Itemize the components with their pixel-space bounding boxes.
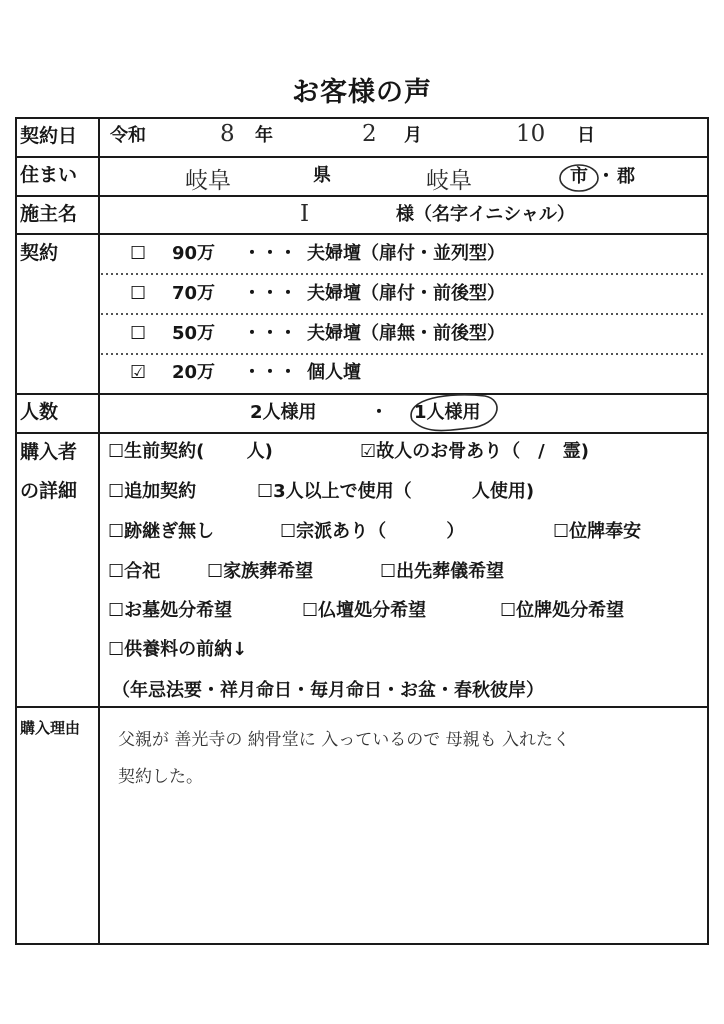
family-funeral-checkbox: ☐家族葬希望	[207, 561, 314, 582]
contract-date-label: 契約日	[20, 125, 78, 147]
two-person-option: 2人様用	[250, 402, 317, 423]
tablet-disposal-checkbox: ☐位牌処分希望	[500, 600, 625, 621]
county-option: 郡	[617, 166, 635, 187]
grave-disposal-checkbox: ☐お墓処分希望	[108, 600, 233, 621]
additional-contract-checkbox: ☐追加契約	[108, 481, 197, 502]
contract-month-value: 2	[362, 121, 377, 147]
contract-option-checkbox: ☐	[130, 323, 147, 344]
contract-year-value: 8	[220, 121, 235, 147]
people-count-label: 人数	[20, 401, 59, 423]
client-name-suffix: 様（名字イニシャル）	[396, 204, 575, 225]
people-count-separator: ・	[370, 402, 388, 423]
contract-option-dots: ・・・	[243, 283, 297, 304]
memorial-tablet-checkbox: ☐位牌奉安	[553, 521, 642, 542]
contract-label: 契約	[20, 242, 59, 264]
contract-option-desc: 夫婦壇（扉無・前後型）	[307, 323, 505, 344]
deceased-remains-checkbox: ☑故人のお骨あり（ / 霊)	[360, 441, 589, 462]
contract-option-checkbox: ☐	[130, 243, 147, 264]
outside-funeral-checkbox: ☐出先葬儀希望	[380, 561, 505, 582]
contract-option-dots: ・・・	[243, 243, 297, 264]
residence-label: 住まい	[20, 164, 78, 186]
contract-option-checkbox: ☐	[130, 283, 147, 304]
one-person-option: 1人様用	[414, 402, 481, 423]
city-county-separator: ・	[597, 166, 615, 187]
contract-option-price: 70万	[172, 283, 216, 304]
contract-option-dots: ・・・	[243, 362, 297, 383]
sect-checkbox: ☐宗派あり（ ）	[280, 521, 465, 542]
contract-option-desc: 夫婦壇（扉付・前後型）	[307, 283, 505, 304]
era-label: 令和	[110, 125, 146, 146]
reason-label: 購入理由	[20, 719, 81, 737]
city-option: 市	[570, 166, 588, 187]
no-successor-checkbox: ☐跡継ぎ無し	[108, 521, 215, 542]
contract-option-desc: 夫婦壇（扉付・並列型）	[307, 243, 505, 264]
client-name-label: 施主名	[20, 203, 78, 225]
contract-option-price: 50万	[172, 323, 216, 344]
prefecture-unit: 県	[313, 165, 331, 186]
reason-text-line2: 契約した。	[118, 767, 203, 787]
three-plus-users-checkbox: ☐3人以上で使用（ 人使用)	[257, 481, 535, 502]
contract-option-checkbox-checked: ☑	[130, 362, 147, 383]
contract-option-price: 90万	[172, 243, 216, 264]
year-unit: 年	[255, 125, 273, 146]
contract-day-value: 10	[516, 121, 546, 147]
prefecture-value: 岐阜	[185, 168, 231, 194]
client-initial-value: I	[300, 201, 310, 227]
page-title: お客様の声	[292, 77, 432, 108]
contract-option-desc: 個人壇	[307, 362, 361, 383]
contract-option-price: 20万	[172, 362, 216, 383]
joint-burial-checkbox: ☐合祀	[108, 561, 161, 582]
pre-need-contract-checkbox: ☐生前契約( 人)	[108, 441, 273, 462]
reason-text-line1: 父親が 善光寺の 納骨堂に 入っているので 母親も 入れたく	[118, 730, 571, 750]
month-unit: 月	[404, 125, 422, 146]
day-unit: 日	[577, 125, 595, 146]
memorial-services-note: （年忌法要・祥月命日・毎月命日・お盆・春秋彼岸）	[112, 680, 544, 701]
altar-disposal-checkbox: ☐仏壇処分希望	[302, 600, 427, 621]
city-value: 岐阜	[426, 168, 472, 194]
purchaser-label-line2: の詳細	[20, 480, 78, 502]
contract-option-dots: ・・・	[243, 323, 297, 344]
purchaser-label-line1: 購入者	[20, 441, 78, 463]
prepaid-offering-checkbox: ☐供養料の前納↓	[108, 639, 248, 660]
